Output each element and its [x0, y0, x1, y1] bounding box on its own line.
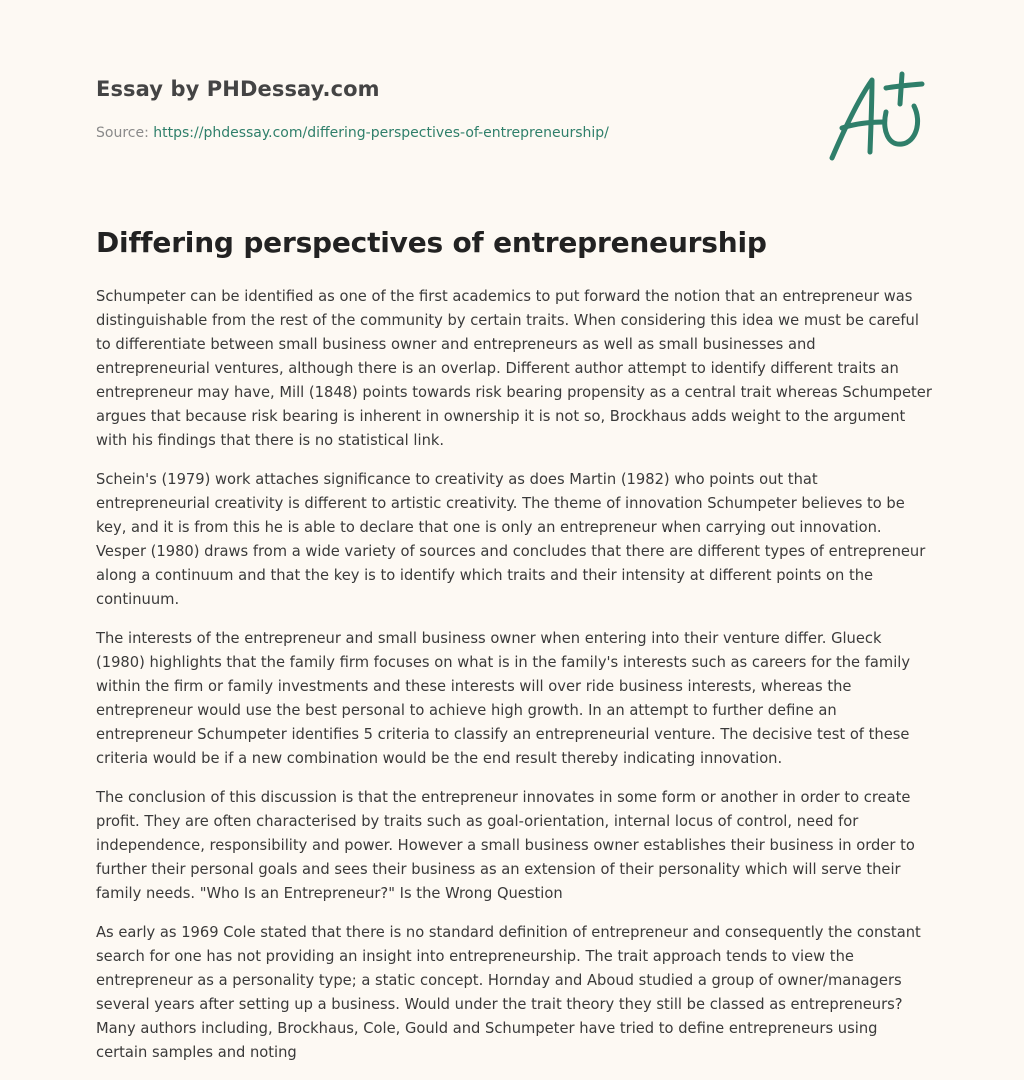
essay-paragraph: The conclusion of this discussion is that the entrepreneur innovates in some form or another in order to create profit. They are often characterised by traits such as goal-orientation, internal locus of control, need for independence, responsibility and power. However a small business owner establishes their business in order to further their personal goals and sees their business as an extension of their personality which will serve their family needs. "Who Is an Entrepreneur?" Is the Wrong Question	[96, 789, 915, 902]
source-line	[96, 125, 609, 141]
a-plus-logo-icon	[824, 70, 928, 166]
page-header	[96, 70, 928, 170]
essay-paragraph: Schumpeter can be identified as one of the first academics to put forward the notion that an entrepreneur was distinguishable from the rest of the community by certain traits. When considering this idea we must be careful to differentiate between small business owner and entrepreneurs as well as small businesses and entrepreneurial ventures, although there is an overlap. Different author attempt to identify different traits an entrepreneur may have, Mill (1848) points towards risk bearing propensity as a central trait whereas Schumpeter argues that because risk bearing is inherent in ownership it is not so, Brockhaus adds weight to the argument with his findings that there is no statistical link.	[96, 288, 932, 449]
essay-paragraph: Schein's (1979) work attaches significance to creativity as does Martin (1982) who points out that entrepreneurial creativity is different to artistic creativity. The theme of innovation Schumpeter believes to be key, and it is from this he is able to declare that one is only an entrepreneur when carrying out innovation. Vesper (1980) draws from a wide variety of sources and concludes that there are different types of entrepreneur along a continuum and that the key is to identify which traits and their intensity at different points on the continuum.	[96, 471, 926, 608]
essay-paragraph: As early as 1969 Cole stated that there is no standard definition of entrepreneur and consequently the constant search for one has not providing an insight into entrepreneurship. The trait approach tends to view the entrepreneur as a personality type; a static concept. Hornday and Aboud studied a group of owner/managers several years after setting up a business. Would under the trait theory they still be classed as entrepreneurs? Many authors including, Brockhaus, Cole, Gould and Schumpeter have tried to define entrepreneurs using certain samples and noting	[96, 924, 921, 1061]
essay-paragraph: The interests of the entrepreneur and small business owner when entering into their venture differ. Glueck (1980) highlights that the family firm focuses on what is in the family's interests such as careers for the family within the firm or family investments and these interests will over ride business interests, whereas the entrepreneur would use the best personal to achieve high growth. In an attempt to further define an entrepreneur Schumpeter identifies 5 criteria to classify an entrepreneurial venture. The decisive test of these criteria would be if a new combination would be the end result thereby indicating innovation.	[96, 630, 911, 767]
source-link[interactable]: https://phdessay.com/differing-perspectives-of-entrepreneurship/	[153, 125, 609, 141]
essay-title: Differing perspectives of entrepreneurship	[96, 226, 767, 259]
source-label: Source:	[96, 125, 149, 141]
essay-body	[96, 285, 932, 1080]
site-brand: Essay by PHDessay.com	[96, 77, 380, 101]
